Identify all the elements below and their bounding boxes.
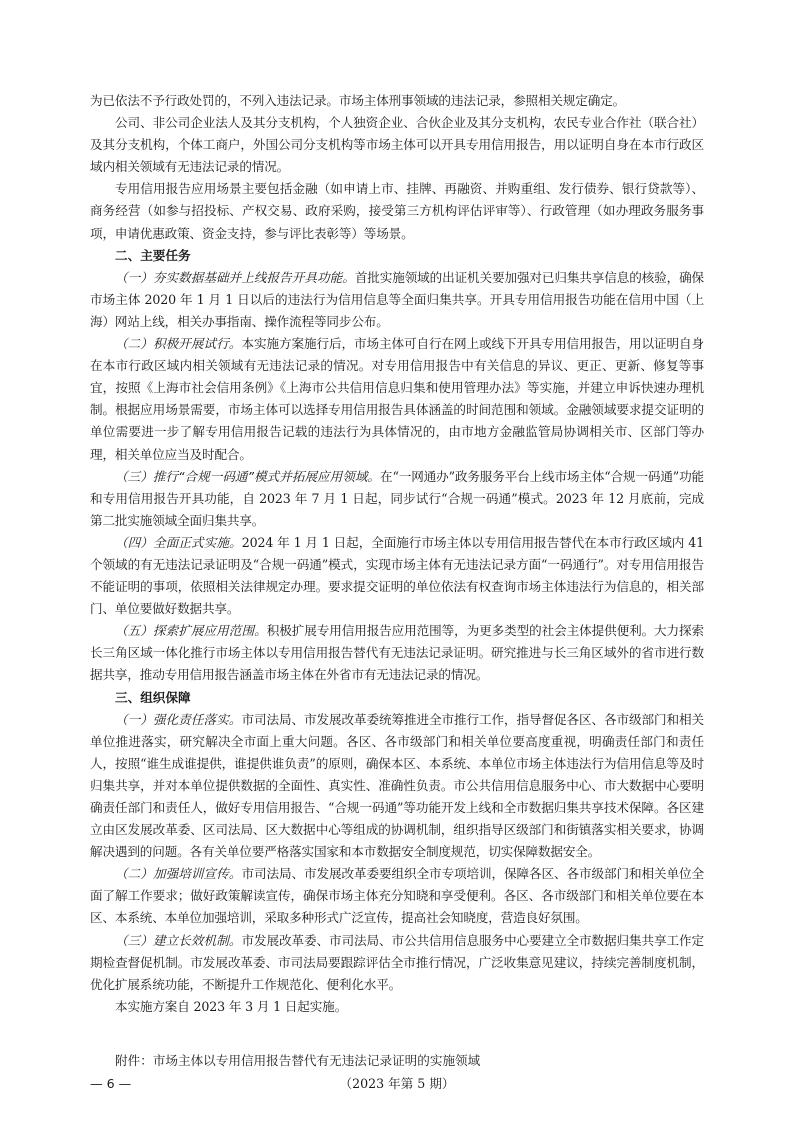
paragraph-text: 市司法局、市发展改革委要组织全市专项培训，保障各区、各市级部门和相关单位全面了解工作要求；做好政策解读宣传，确保市场主体充分知晓和享受便利。各区、各市级部门和相关单位要在本区、本系统、本单位加强培训，采取多种形式广泛宣传，提高社会知晓度，营造良好氛围。 (90, 866, 705, 926)
paragraph-text: 市发展改革委、市司法局、市公共信用信息服务中心要建立全市数据归集共享工作定期检查督促机制。市发展改革委、市司法局要跟踪评估全市推行情况，广泛收集意见建议，持续完善制度机制，优化扩展系统功能，不断提升工作规范化、便利化水平。 (90, 932, 705, 992)
paragraph-lead: （四）全面正式实施。 (115, 534, 242, 550)
body-paragraph: 专用信用报告应用场景主要包括金融（如申请上市、挂牌、再融资、并购重组、发行债券、银行贷款等）、商务经营（如参与招投标、产权交易、政府采购，接受第三方机构评估评审等）、行政管理（如办理政务服务事项，申请优惠政策、资金支持，参与评比表彰等）等场景。 (90, 181, 704, 241)
paragraph-lead: （三）建立长效机制。 (115, 932, 242, 948)
document-body (90, 90, 704, 1018)
body-paragraph (90, 709, 704, 864)
body-paragraph: 公司、非公司企业法人及其分支机构，个人独资企业、合伙企业及其分支机构，农民专业合作社（联合社）及其分支机构，个体工商户，外国公司分支机构等市场主体可以开具专用信用报告，用以证明自身在本市行政区域内相关领域有无违法记录的情况。 (90, 115, 704, 175)
issue-label: （2023 年第 5 期） (339, 1076, 455, 1091)
body-paragraph (90, 466, 704, 532)
paragraph-lead: （一）强化责任落实。 (115, 711, 242, 727)
body-paragraph (90, 267, 704, 333)
paragraph-text: 在“一网通办”政务服务平台上线市场主体“合规一码通”功能和专用信用报告开具功能，自 2023 年 7 月 1 日起，同步试行“合规一码通”模式。2023 年 12 月底前，完成第二批实施领域全面归集共享。 (90, 468, 704, 528)
paragraph-text: 市司法局、市发展改革委统筹推进全市推行工作，指导督促各区、各市级部门和相关单位推进落实，研究解决全市面上重大问题。各区、各市级部门和相关单位要高度重视，明确责任部门和责任人，按照“谁生成谁提供，谁提供谁负责”的原则，确保本区、本系统、本单位市场主体违法行为信用信息等及时归集共享，并对本单位提供数据的全面性、真实性、准确性负责。市公共信用信息服务中心、市大数据中心要明确责任部门和责任人，做好专用信用报告、“合规一码通”等功能开发上线和全市数据归集共享技术保障。各区建立由区发展改革委、区司法局、区大数据中心等组成的协调机制，组织指导区级部门和街镇落实相关要求，协调解决遇到的问题。各有关单位要严格落实国家和本市数据安全制度规范，切实保障数据安全。 (90, 711, 705, 860)
page-footer (90, 1075, 704, 1093)
body-paragraph (90, 333, 704, 466)
paragraph-lead: （三）推行“合规一码通”模式并拓展应用领域。 (115, 468, 381, 484)
page-number: — 6 — (90, 1076, 132, 1091)
paragraph-lead: （二）加强培训宣传。 (115, 866, 242, 882)
paragraph-lead: （一）夯实数据基础并上线报告开具功能。 (115, 269, 355, 285)
body-paragraph (90, 863, 704, 929)
paragraph-text: 2024 年 1 月 1 日起，全面施行市场主体以专用信用报告替代在本市行政区域内 41 个领域的有无违法记录证明及“合规一码通”模式，实现市场主体有无违法记录方面“一码通行”。对专用信用报告不能证明的事项，依照相关法律规定办理。要求提交证明的单位依法有权查询市场主体违法行为信息的，相关部门、单位要做好数据共享。 (90, 534, 704, 617)
body-paragraph (90, 532, 704, 620)
paragraph-text: 本实施方案施行后，市场主体可自行在网上或线下开具专用信用报告，用以证明自身在本市行政区域内相关领域有无违法记录的情况。对专用信用报告中有关信息的异议、更正、更新、修复等事宜，按照《上海市社会信用条例》《上海市公共信用信息归集和使用管理办法》等实施，并建立申诉快速办理机制。根据应用场景需要，市场主体可以选择专用信用报告具体涵盖的时间范围和领域。金融领域要求提交证明的单位需要进一步了解专用信用报告记载的违法行为具体情况的，由市地方金融监管局协调相关市、区部门等办理，相关单位应当及时配合。 (90, 336, 705, 462)
attachment-note: 附件：市场主体以专用信用报告替代有无违法记录证明的实施领域 (115, 1053, 481, 1068)
body-paragraph: 为已依法不予行政处罚的，不列入违法记录。市场主体刑事领域的违法记录，参照相关规定确定。 (90, 93, 626, 108)
paragraph-text: 首批实施领域的出证机关要加强对已归集共享信息的核验，确保市场主体 2020 年 1 月 1 日以后的违法行为信用信息等全面归集共享。开具专用信用报告功能在信用中国（上海）网站上线，相关办事指南、操作流程等同步公布。 (90, 269, 704, 329)
body-paragraph: 本实施方案自 2023 年 3 月 1 日起实施。 (115, 998, 348, 1014)
paragraph-text: 积极扩展专用信用报告应用范围等，为更多类型的社会主体提供便利。大力探索长三角区域一体化推行市场主体以专用信用报告替代有无违法记录证明。研究推进与长三角区域外的省市进行数据共享，推动专用信用报告涵盖市场主体在外省市有无违法记录的情况。 (90, 623, 704, 683)
body-paragraph (90, 620, 704, 686)
body-paragraph (90, 930, 704, 996)
paragraph-lead: （五）探索扩展应用范围。 (115, 623, 267, 639)
section-heading: 二、主要任务 (115, 247, 191, 263)
paragraph-lead: （二）积极开展试行。 (115, 336, 242, 352)
section-heading: 三、组织保障 (115, 689, 191, 705)
